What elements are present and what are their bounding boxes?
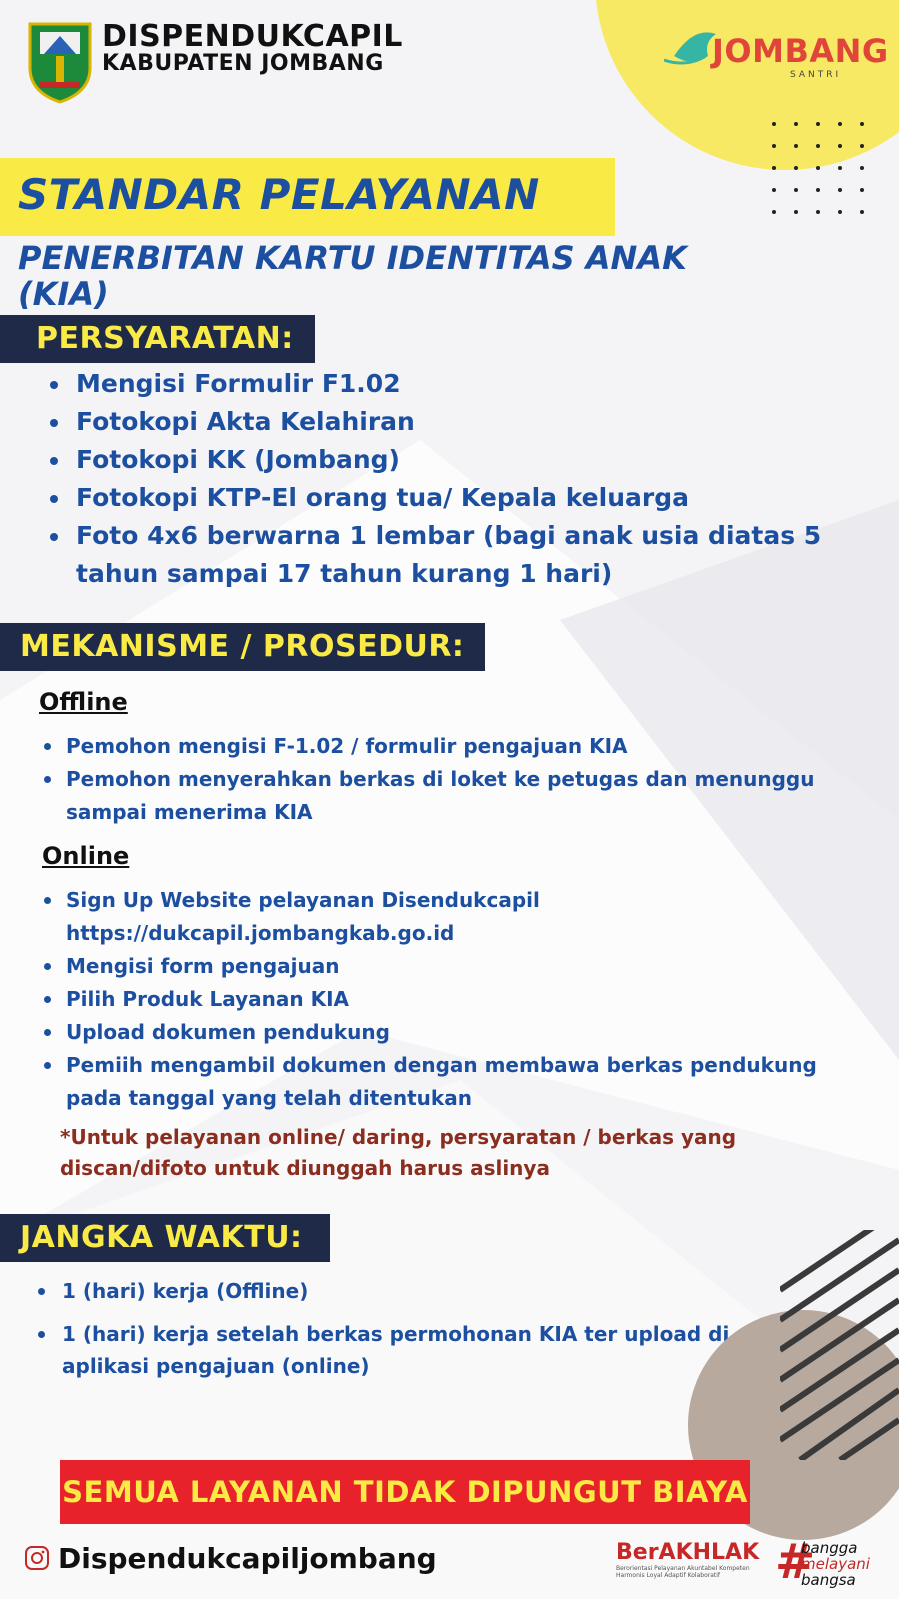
jangka-waktu-heading: JANGKA WAKTU: (0, 1214, 330, 1262)
online-note: *Untuk pelayanan online/ daring, persyaratan / berkas yang discan/difoto untuk diunggah harus aslinya (60, 1125, 737, 1180)
instagram-icon (24, 1545, 50, 1571)
persyaratan-list (50, 365, 880, 593)
list-item: Pemiih mengambil dokumen dengan membawa berkas pendukung pada tanggal yang telah ditentukan (44, 1049, 864, 1115)
mekanisme-heading: MEKANISME / PROSEDUR: (0, 623, 485, 671)
org-name-line1: DISPENDUKCAPIL (102, 19, 403, 54)
org-name-line2: KABUPATEN JOMBANG (102, 51, 384, 76)
list-item: Pemohon mengisi F-1.02 / formulir pengajuan KIA (44, 730, 864, 763)
list-item: 1 (hari) kerja setelah berkas permohonan KIA ter upload di aplikasi pengajuan (online) (38, 1318, 798, 1382)
bangga-word: bangga (801, 1539, 858, 1557)
list-item: Upload dokumen pendukung (44, 1016, 864, 1049)
persyaratan-heading: PERSYARATAN: (0, 315, 315, 363)
list-item: Mengisi Formulir F1.02 (50, 365, 880, 403)
list-item: Pilih Produk Layanan KIA (44, 983, 864, 1016)
bangga-melayani-bangsa-logo (775, 1536, 895, 1596)
jombang-logo-sub: SANTRI (790, 70, 842, 80)
berakhlak-logo (616, 1540, 766, 1579)
list-item: Mengisi form pengajuan (44, 950, 864, 983)
berakhlak-sub: Berorientasi Pelayanan Akuntabel Kompeten Harmonis Loyal Adaptif Kolaboratif (616, 1565, 750, 1579)
jangka-waktu-list-2 (38, 1318, 798, 1382)
hash-icon: # (775, 1534, 816, 1590)
list-item: Foto 4x6 berwarna 1 lembar (bagi anak usia diatas 5 tahun sampai 17 tahun kurang 1 hari) (50, 517, 880, 593)
dot-grid-decor (770, 120, 880, 230)
jombang-logo-word: JOMBANG (712, 32, 889, 70)
jangka-waktu-list (38, 1275, 798, 1307)
free-service-banner: SEMUA LAYANAN TIDAK DIPUNGUT BIAYA (60, 1460, 750, 1524)
bangsa-word: bangsa (801, 1571, 856, 1589)
list-item: Fotokopi Akta Kelahiran (50, 403, 880, 441)
list-item: Pemohon menyerahkan berkas di loket ke petugas dan menunggu sampai menerima KIA (44, 763, 864, 829)
org-name (102, 19, 403, 76)
list-item: Sign Up Website pelayanan Disendukcapil https://dukcapil.jombangkab.go.id (44, 884, 864, 950)
page-title: STANDAR PELAYANAN (18, 170, 540, 219)
offline-list (44, 730, 864, 829)
berakhlak-word: BerAKHLAK (616, 1540, 760, 1565)
list-item: 1 (hari) kerja (Offline) (38, 1275, 798, 1307)
page-subtitle: PENERBITAN KARTU IDENTITAS ANAK (KIA) (18, 239, 687, 313)
instagram-handle: Dispendukcapiljombang (58, 1542, 437, 1575)
online-list (44, 884, 864, 1115)
jombang-santri-logo (672, 18, 889, 88)
list-item: Fotokopi KTP-El orang tua/ Kepala keluarga (50, 479, 880, 517)
kabupaten-jombang-emblem-icon (26, 20, 94, 104)
online-heading: Online (42, 842, 130, 870)
melayani-word: melayani (801, 1555, 870, 1573)
list-item: Fotokopi KK (Jombang) (50, 441, 880, 479)
offline-heading: Offline (39, 688, 128, 716)
diagonal-stripes-decor (780, 1230, 899, 1460)
